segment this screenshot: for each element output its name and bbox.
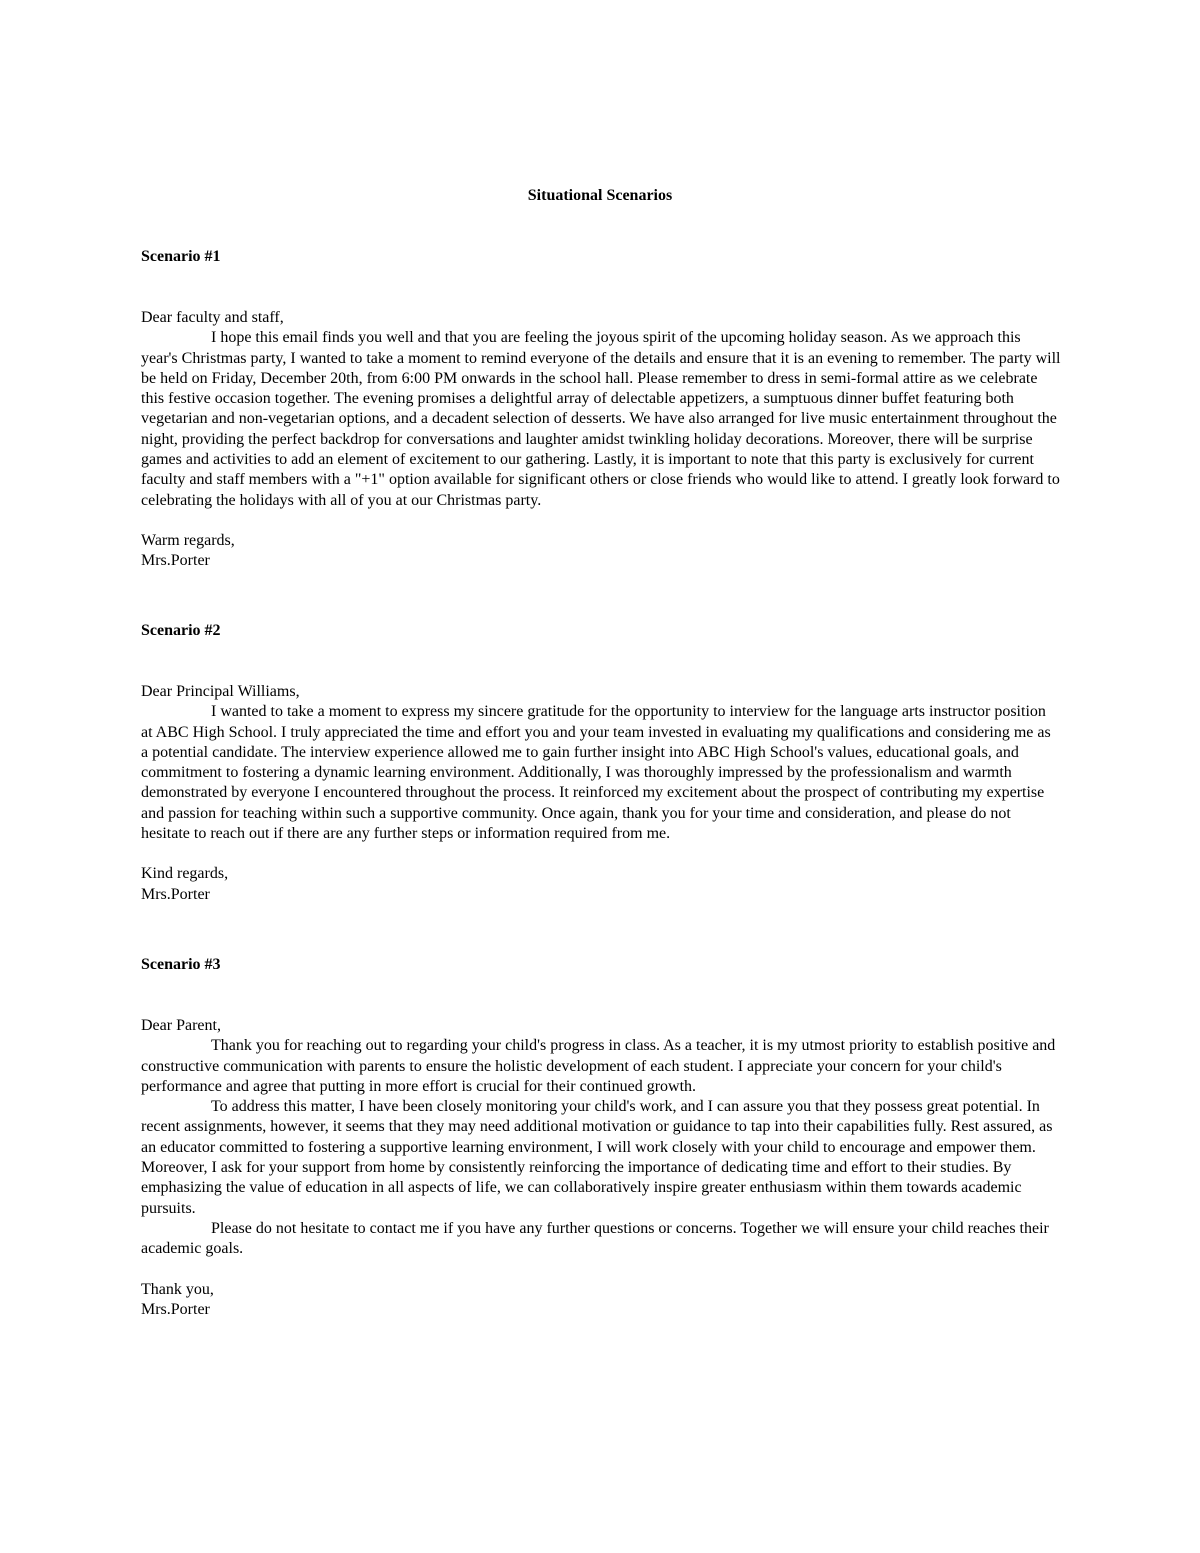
- letter-paragraph: Thank you for reaching out to regarding your child's progress in class. As a teacher, it is my utmost priority to establish positive and constructive communication with parents to ensure the holistic development of each student. I appreciate your concern for your child's performance and agree that putting in more effort is crucial for their continued growth.: [141, 1037, 1056, 1095]
- salutation: Dear Parent,: [141, 1017, 221, 1034]
- scenario-1: [141, 247, 1061, 572]
- letter-paragraph: Please do not hesitate to contact me if you have any further questions or concerns. Together we will ensure your child reaches their academic goals.: [141, 1219, 1049, 1258]
- closing: Warm regards,: [141, 531, 235, 549]
- scenario-heading: Scenario #1: [141, 248, 221, 265]
- letter-paragraph: To address this matter, I have been closely monitoring your child's work, and I can assure you that they possess great potential. In recent assignments, however, it seems that they may need additional motivation or guidance to tap into their capabilities fully. Rest assured, as an educator committed to fostering a supportive learning environment, I will work closely with your child to encourage and empower them.: [141, 1098, 1053, 1156]
- closing: Thank you,: [141, 1280, 214, 1298]
- signature: Mrs.Porter: [141, 1300, 210, 1318]
- scenario-heading: Scenario #3: [141, 956, 221, 973]
- scenario-heading: Scenario #2: [141, 622, 221, 639]
- signature: Mrs.Porter: [141, 885, 210, 903]
- scenario-3: [141, 955, 1061, 1320]
- scenario-2: [141, 621, 1061, 905]
- document-title: Situational Scenarios: [527, 187, 673, 204]
- salutation: Dear Principal Williams,: [141, 683, 300, 700]
- salutation: Dear faculty and staff,: [141, 309, 284, 326]
- letter-paragraph: Moreover, I ask for your support from home by consistently reinforcing the importance of dedicating time and effort to their studies. By emphasizing the value of education in all aspects of life, we can collaboratively inspire greater enthusiasm within them towards academic pursuits.: [141, 1159, 1022, 1217]
- signature: Mrs.Porter: [141, 552, 210, 570]
- closing: Kind regards,: [141, 865, 229, 883]
- letter-paragraph: I wanted to take a moment to express my sincere gratitude for the opportunity to interview for the language arts instructor position at ABC High School. I truly appreciated the time and effort you and your team invested in evaluating my qualifications and considering me as a potential candidate. The interview experience allowed me to gain further insight into ABC High School's values, educational goals, and commitment to fostering a dynamic learning environment. Additionally, I was thoroughly impressed by the professionalism and warmth demonstrated by everyone I encountered throughout the process. It reinforced my excitement about the prospect of contributing my expertise and passion for teaching within such a supportive community. Once again, thank you for your time and consideration, and please do not hesitate to reach out if there are any further steps or information required from me.: [141, 703, 1051, 843]
- letter-paragraph: I hope this email finds you well and that you are feeling the joyous spirit of the upcoming holiday season. As we approach this year's Christmas party, I wanted to take a moment to remind everyone of the details and ensure that it is an evening to remember. The party will be held on Friday, December 20th, from 6:00 PM onwards in the school hall. Please remember to dress in semi-formal attire as we celebrate this festive occasion together. The evening promises a delightful array of delectable appetizers, a sumptuous dinner buffet featuring both vegetarian and non-vegetarian options, and a decadent selection of desserts. We have also arranged for live music entertainment throughout the night, providing the perfect backdrop for conversations and laughter amidst twinkling holiday decorations. Moreover, there will be surprise games and activities to add an element of excitement to our gathering. Lastly, it is important to note that this party is exclusively for current faculty and staff members with a "+1" option available for significant others or close friends who would like to attend. I greatly look forward to celebrating the holidays with all of you at our Christmas party.: [141, 329, 1061, 509]
